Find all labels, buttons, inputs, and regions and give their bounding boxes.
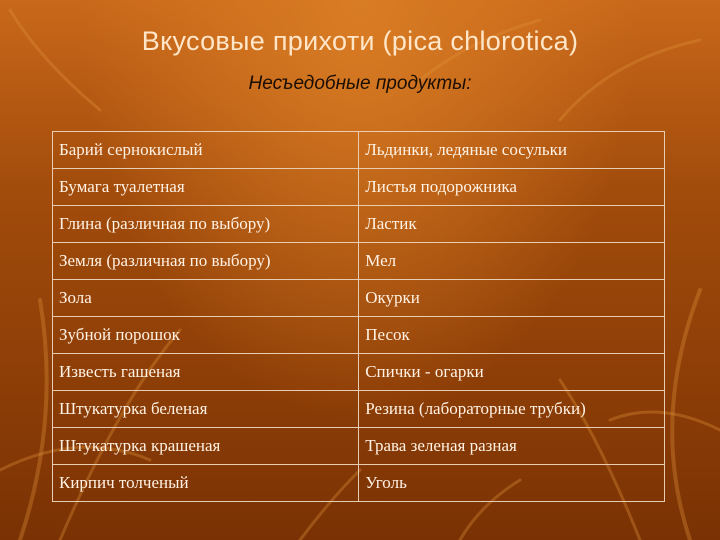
table-cell: Окурки	[359, 280, 665, 317]
table-row	[53, 280, 665, 317]
table-cell: Зубной порошок	[53, 317, 359, 354]
table-cell: Мел	[359, 243, 665, 280]
table-cell: Льдинки, ледяные сосульки	[359, 132, 665, 169]
table-row	[53, 132, 665, 169]
table-row	[53, 169, 665, 206]
table-row	[53, 206, 665, 243]
table-row	[53, 465, 665, 502]
slide-subtitle: Несъедобные продукты:	[248, 73, 472, 94]
inedible-products-table	[52, 131, 665, 502]
table-cell: Ластик	[359, 206, 665, 243]
table-cell: Песок	[359, 317, 665, 354]
table-cell: Уголь	[359, 465, 665, 502]
table-cell: Бумага туалетная	[53, 169, 359, 206]
table-cell: Штукатурка крашеная	[53, 428, 359, 465]
table-row	[53, 428, 665, 465]
table-cell: Трава зеленая разная	[359, 428, 665, 465]
table-row	[53, 391, 665, 428]
table-row	[53, 317, 665, 354]
table-row	[53, 243, 665, 280]
table-cell: Кирпич толченый	[53, 465, 359, 502]
table-cell: Спички - огарки	[359, 354, 665, 391]
table-cell: Штукатурка беленая	[53, 391, 359, 428]
table-cell: Барий сернокислый	[53, 132, 359, 169]
table-cell: Зола	[53, 280, 359, 317]
slide-title: Вкусовые прихоти (pica chlorotica)	[141, 26, 579, 56]
table-cell: Резина (лабораторные трубки)	[359, 391, 665, 428]
table-cell: Земля (различная по выбору)	[53, 243, 359, 280]
table-row	[53, 354, 665, 391]
table-cell: Известь гашеная	[53, 354, 359, 391]
table-cell: Листья подорожника	[359, 169, 665, 206]
table-cell: Глина (различная по выбору)	[53, 206, 359, 243]
